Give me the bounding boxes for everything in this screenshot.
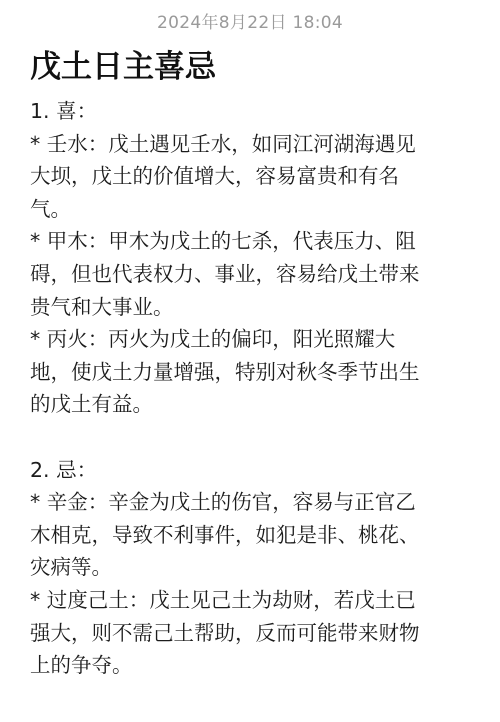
note-body[interactable] xyxy=(30,95,470,682)
item-line: 木相克，导致不利事件，如犯是非、桃花、 xyxy=(30,522,420,547)
section-heading-dislikes: 2. 忌： xyxy=(30,457,98,482)
item-line: 的戊土有益。 xyxy=(30,392,153,417)
section-heading-likes: 1. 喜： xyxy=(30,99,98,123)
list-item-jitu xyxy=(30,584,470,682)
item-line: 大坝，戊土的价值增大，容易富贵和有名 xyxy=(30,164,399,189)
item-line: 气。 xyxy=(30,196,71,221)
item-line: * 壬水：戊土遇见壬水，如同江河湖海遇见 xyxy=(30,131,416,156)
item-line: * 丙火：丙火为戊土的偏印，阳光照耀大 xyxy=(30,327,396,352)
item-line: * 甲木：甲木为戊土的七杀，代表压力、阻 xyxy=(30,229,416,254)
note-title[interactable]: 戊土日主喜忌 xyxy=(30,49,216,85)
item-line: 灾病等。 xyxy=(30,555,112,580)
list-item-jiamu xyxy=(30,225,470,323)
item-line: * 过度己土：戊土见己土为劫财，若戊土已 xyxy=(30,587,416,612)
item-line: 碍，但也代表权力、事业，容易给戊土带来 xyxy=(30,261,420,286)
item-line: 上的争夺。 xyxy=(30,653,133,678)
list-item-xinjin xyxy=(30,486,470,584)
item-line: 强大，则不需己土帮助，反而可能带来财物 xyxy=(30,620,420,645)
note-timestamp: 2024年8月22日 18:04 xyxy=(157,13,343,33)
item-line: 贵气和大事业。 xyxy=(30,294,174,319)
item-line: * 辛金：辛金为戊土的伤官，容易与正官乙 xyxy=(30,490,416,515)
list-item-renshui xyxy=(30,128,470,226)
blank-line xyxy=(30,421,470,454)
item-line: 地，使戊土力量增强，特别对秋冬季节出生 xyxy=(30,359,420,384)
list-item-binghuo xyxy=(30,323,470,421)
